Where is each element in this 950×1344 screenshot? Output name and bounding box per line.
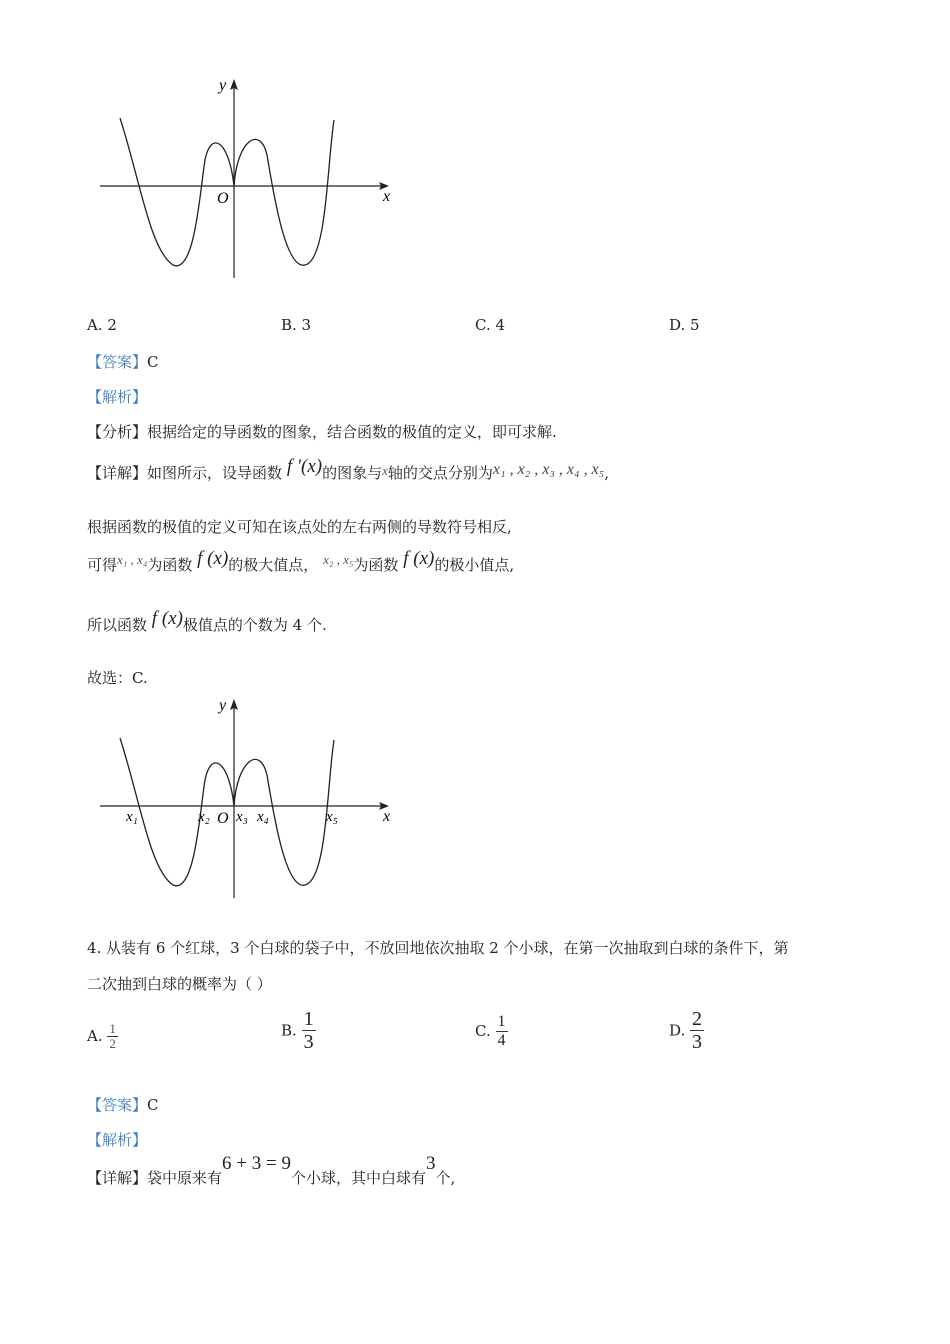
max-points: x₁ , x₄ — [117, 552, 148, 567]
derivative-graph-labeled — [95, 690, 405, 905]
option-letter: A. — [87, 1026, 103, 1045]
numerator: 1 — [303, 1008, 314, 1030]
q4-stem-line1: 4. 从装有 6 个红球，3 个白球的袋子中，不放回地依次抽取 2 个小球，在第一次抽取到白球的条件下，第 — [87, 939, 789, 957]
f-expr-1: f (x) — [197, 548, 229, 569]
q3-fenxi — [87, 421, 557, 442]
option-d[interactable]: D. 5 — [669, 316, 700, 334]
denominator: 3 — [303, 1031, 314, 1053]
x-symbol: x — [382, 463, 388, 478]
line3-d: 为函数 — [353, 556, 399, 574]
answer-tag: 【答案】 — [87, 1096, 148, 1114]
denominator: 3 — [692, 1031, 703, 1053]
white-count: 3 — [425, 1153, 436, 1174]
root-label-x4: x₄ — [257, 809, 269, 825]
denominator: 2 — [109, 1036, 116, 1052]
denominator: 4 — [497, 1031, 506, 1049]
root-label-x2: x₂ — [198, 809, 210, 825]
fraction — [107, 1022, 118, 1052]
line3-b: 为函数 — [147, 556, 193, 574]
q4-detail — [87, 1153, 456, 1198]
fenxi-text: 根据给定的导函数的图象，结合函数的极值的定义，即可求解. — [147, 423, 557, 441]
answer-tag: 【答案】 — [87, 353, 148, 371]
detail-a: 袋中原来有 — [147, 1169, 223, 1187]
answer-value: C — [147, 353, 159, 371]
detail-tag: 【详解】 — [87, 464, 148, 482]
line3-c: 的极大值点， — [228, 556, 319, 574]
option-a[interactable]: A. 2 — [87, 316, 117, 334]
fraction — [302, 1008, 316, 1053]
numerator: 2 — [692, 1008, 703, 1030]
y-label: y — [219, 77, 227, 94]
line3-a: 可得 — [87, 556, 118, 574]
fprime-expr: f ′(x) — [286, 456, 323, 477]
root-label-x3: x₃ — [236, 809, 248, 825]
fraction — [690, 1008, 704, 1053]
q4-answer — [87, 1094, 159, 1115]
detail-c: 个, — [435, 1169, 456, 1187]
option-c[interactable] — [475, 1013, 508, 1049]
x-label: x — [383, 188, 391, 205]
option-b[interactable]: B. 3 — [281, 316, 312, 334]
q3-line4 — [87, 610, 327, 640]
q3-conclusion: 故选：C. — [87, 669, 148, 687]
fraction — [496, 1013, 508, 1049]
option-c[interactable]: C. 4 — [475, 316, 506, 334]
f-expr-2: f (x) — [403, 548, 435, 569]
detail-text-b: 的图象与 — [322, 464, 383, 482]
origin-label: O — [217, 190, 229, 207]
origin-label: O — [217, 810, 229, 827]
numerator: 1 — [109, 1021, 116, 1036]
line4-a: 所以函数 — [87, 616, 148, 634]
answer-value: C — [147, 1096, 159, 1114]
x-label: x — [383, 808, 391, 825]
detail-end: , — [604, 464, 610, 482]
fenxi-tag: 【分析】 — [87, 423, 148, 441]
line3-e: 的极小值点, — [434, 556, 515, 574]
line4-b: 极值点的个数为 4 个. — [182, 616, 327, 634]
root-label-x1: x₁ — [126, 809, 138, 825]
q4-analysis-tag: 【解析】 — [87, 1131, 148, 1149]
q3-line2: 根据函数的极值的定义可知在该点处的左右两侧的导数符号相反, — [87, 518, 512, 536]
option-a[interactable] — [87, 1022, 118, 1052]
option-b[interactable] — [281, 1008, 316, 1053]
q3-answer — [87, 351, 159, 372]
option-letter: C. — [475, 1022, 491, 1041]
q4-stem-line2: 二次抽到白球的概率为（ ） — [87, 975, 272, 993]
min-points: x₂ , x₅ — [323, 552, 354, 567]
q3-analysis-tag: 【解析】 — [87, 388, 148, 406]
derivative-graph — [95, 70, 405, 285]
detail-tag: 【详解】 — [87, 1169, 148, 1187]
detail-text-c: 轴的交点分别为 — [387, 464, 493, 482]
detail-text-a: 如图所示，设导函数 — [147, 464, 283, 482]
root-list: x₁ , x₂ , x₃ , x₄ , x₅ — [492, 461, 605, 478]
option-letter: D. — [669, 1021, 686, 1040]
detail-b: 个小球，其中白球有 — [290, 1169, 426, 1187]
q3-line3 — [87, 550, 514, 580]
option-d[interactable] — [669, 1008, 704, 1053]
q3-detail-line1 — [87, 458, 609, 488]
sum-expr: 6 + 3 = 9 — [222, 1153, 291, 1174]
root-label-x5: x₅ — [326, 809, 338, 825]
option-letter: B. — [281, 1021, 297, 1040]
y-label: y — [219, 697, 227, 714]
f-expr-3: f (x) — [151, 608, 183, 629]
numerator: 1 — [497, 1013, 506, 1030]
